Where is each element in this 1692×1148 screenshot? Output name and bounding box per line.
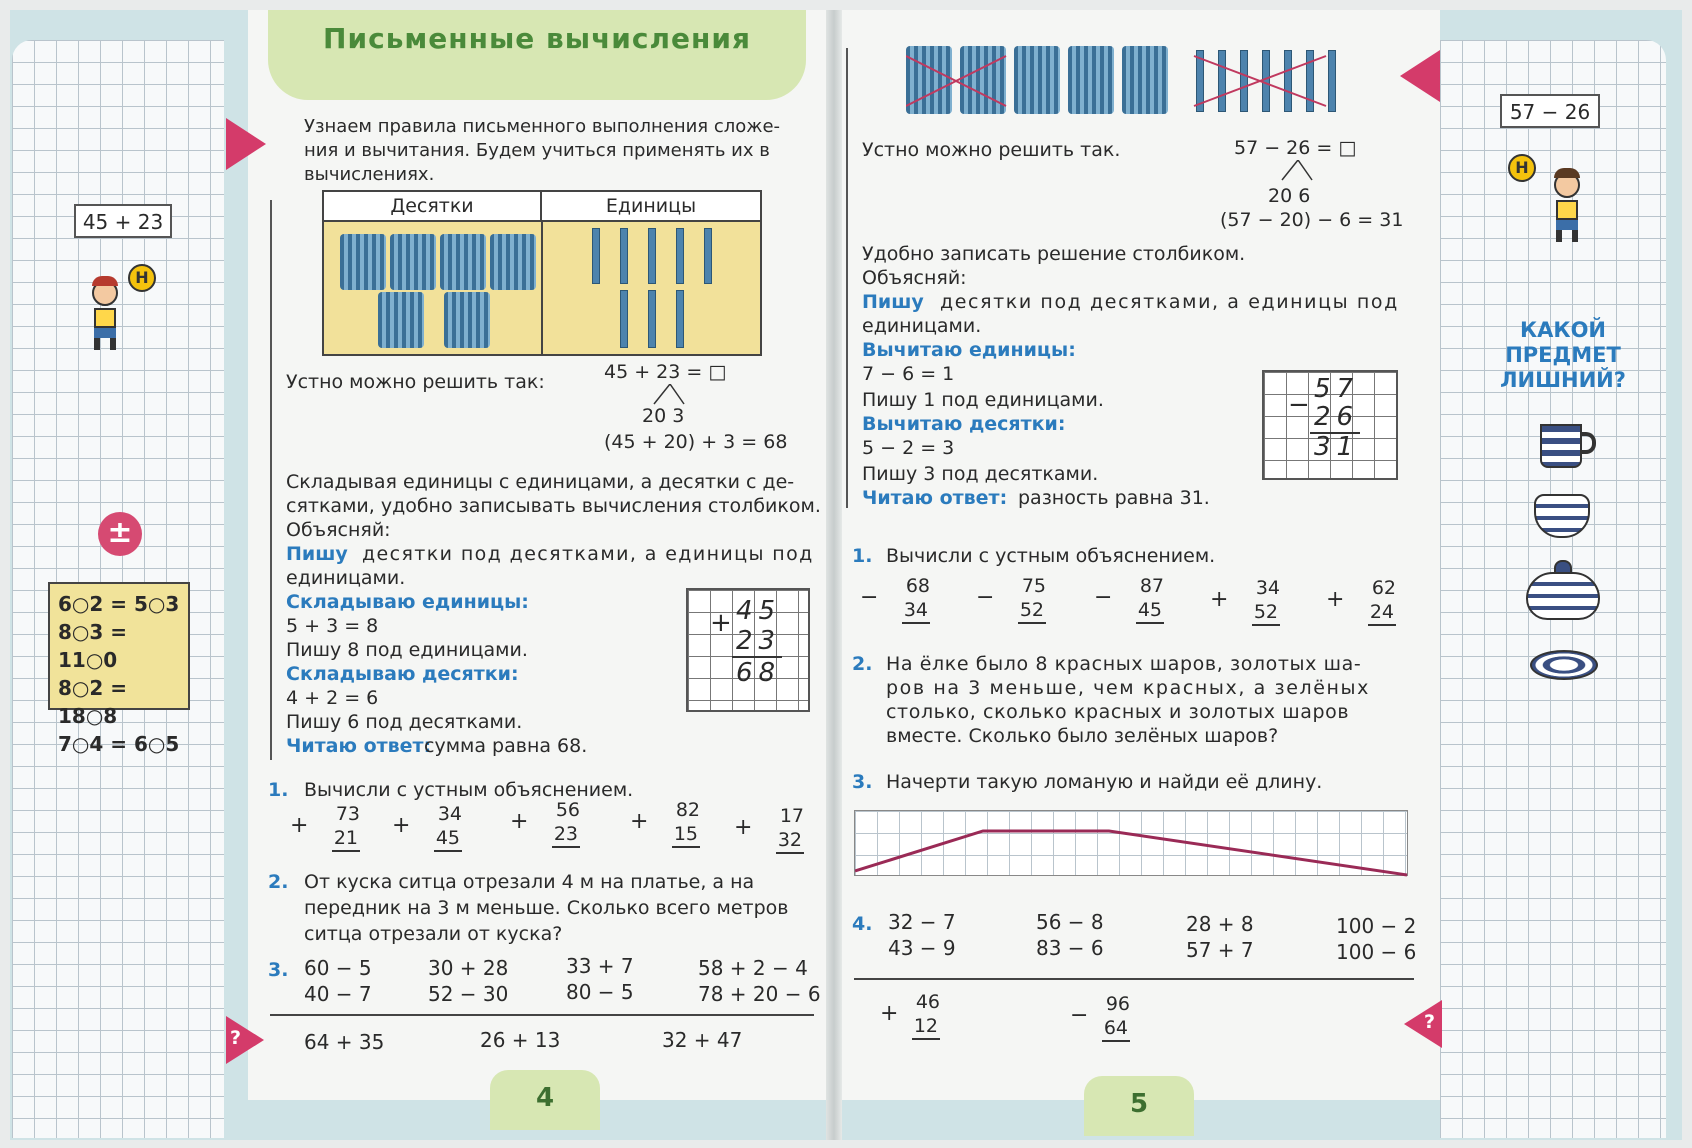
task3-expr: 58 + 2 − 4: [698, 956, 808, 980]
unit-stick: [620, 228, 628, 284]
column-sub-3: − 87 45: [1094, 574, 1164, 624]
oral-split-right: 20 6: [1268, 185, 1311, 207]
write-text2-right: единицами.: [862, 315, 982, 337]
tens-bundle: [440, 234, 486, 290]
column-add-1: + 73 21: [290, 802, 360, 852]
oral-label-right: Устно можно решить так.: [862, 139, 1121, 161]
oral-expr-left: 45 + 23 = □: [604, 361, 727, 383]
task3-expr: 30 + 28: [428, 956, 509, 980]
plate-icon: [1530, 650, 1598, 680]
plus-minus-icon: ±: [98, 512, 142, 556]
tens-bundle: [444, 292, 490, 348]
add-tens-label: Складываю десятки:: [286, 663, 519, 685]
polyline-grid[interactable]: [854, 810, 1408, 876]
page-number-left: 4: [490, 1070, 600, 1130]
unit-stick: [620, 290, 628, 348]
column-add-7: + 62 24: [1326, 576, 1396, 626]
unit-stick: [704, 228, 712, 284]
task3-expr: 78 + 20 − 6: [698, 982, 821, 1006]
column-add-2: + 34 45: [392, 802, 462, 852]
book-spine: [826, 10, 842, 1140]
divider-left: [270, 1014, 814, 1016]
task2-line-3: ситца отрезали от куска?: [304, 923, 563, 945]
header-tens: Десятки: [324, 192, 542, 222]
right-rule: [846, 48, 848, 508]
unit-stick: [676, 290, 684, 348]
para1-line-1: Складывая единицы с единицами, а десятки с де-: [286, 471, 795, 493]
oral-label-left: Устно можно решить так:: [286, 371, 545, 393]
column-add-5: + 17 32: [734, 804, 804, 854]
odd-item-question: [1490, 318, 1636, 393]
puzzle-line: 8○2 = 18○8: [58, 676, 128, 728]
task4-expr: 100 − 2: [1336, 914, 1417, 938]
tens-units-table: [322, 190, 762, 356]
task2-line-2: передник на 3 м меньше. Сколько всего метров: [304, 897, 789, 919]
question-line: ПРЕДМЕТ: [1505, 343, 1621, 367]
task4-expr: 83 − 6: [1036, 936, 1104, 960]
step1-right: 7 − 6 = 1: [862, 363, 955, 385]
intro-line-3: вычислениях.: [304, 164, 435, 185]
answer-label-right: Читаю ответ:: [862, 487, 1008, 509]
oral-split-left: 20 3: [642, 405, 685, 427]
step2b-right: Пишу 3 под десятками.: [862, 463, 1099, 485]
para1-line-2: сятками, удобно записывать вычисления столбиком.: [286, 495, 821, 517]
task2-number-left: 2.: [268, 871, 289, 893]
divider-right: [854, 978, 1414, 980]
intro-line-2: ния и вычитания. Будем учиться применять их в: [304, 140, 770, 161]
task1-number-left: 1.: [268, 779, 289, 801]
unit-stick: [648, 228, 656, 284]
column-sub-1: − 68 34: [860, 574, 930, 624]
sub-tens-label: Вычитаю десятки:: [862, 413, 1066, 435]
page-title: Письменные вычисления: [323, 22, 751, 55]
sub-units-label: Вычитаю единицы:: [862, 339, 1076, 361]
grid-minus: −: [1288, 390, 1316, 420]
step1-left: 5 + 3 = 8: [286, 615, 379, 637]
tens-bundle: [390, 234, 436, 290]
task3-number-left: 3.: [268, 959, 289, 981]
answer-label-left: Читаю ответ:: [286, 735, 432, 757]
tens-bundle: [378, 292, 424, 348]
grid-top: 57: [1314, 374, 1360, 404]
split-lines-left: [650, 384, 690, 406]
column-add-4: + 82 15: [630, 798, 700, 848]
unit-stick: [648, 290, 656, 348]
task4-expr: 32 − 7: [888, 910, 956, 934]
oral-result-right: (57 − 20) − 6 = 31: [1220, 209, 1404, 231]
task4-expr: 56 − 8: [1036, 910, 1104, 934]
grid-plus: +: [710, 608, 738, 638]
grid-bottom: 23: [736, 626, 782, 656]
bonus-expr: 64 + 35: [304, 1030, 385, 1054]
para1-right: Удобно записать решение столбиком.: [862, 243, 1246, 265]
write-label-right: Пишу: [862, 291, 924, 313]
mug-icon: [1540, 424, 1582, 468]
answer-text-right: разность равна 31.: [1018, 487, 1210, 509]
unit-stick: [676, 228, 684, 284]
task3-number-right: 3.: [852, 771, 873, 793]
task1-number-right: 1.: [852, 545, 873, 567]
column-add-6: + 34 52: [1210, 576, 1280, 626]
question-mark-left: ?: [230, 1027, 242, 1049]
hint-badge-left: Н: [128, 264, 156, 292]
marker-arrow-left: [226, 118, 266, 170]
task4-expr: 28 + 8: [1186, 912, 1254, 936]
task3-expr: 80 − 5: [566, 980, 634, 1004]
task3-expr: 52 − 30: [428, 982, 509, 1006]
bonus-column-sub: − 96 64: [1070, 992, 1130, 1042]
marker-arrow-right: [1400, 50, 1440, 102]
question-line: КАКОЙ: [1519, 318, 1606, 342]
column-grid-right: [1262, 370, 1398, 480]
bonus-expr: 26 + 13: [480, 1028, 561, 1052]
bonus-column-add: + 46 12: [880, 990, 940, 1040]
oral-expr-right: 57 − 26 = □: [1234, 137, 1357, 159]
question-marker-right: [1404, 1000, 1442, 1048]
task3-expr: 33 + 7: [566, 954, 634, 978]
answer-text-left: сумма равна 68.: [424, 735, 588, 757]
bonus-expr: 32 + 47: [662, 1028, 743, 1052]
step2-right: 5 − 2 = 3: [862, 437, 955, 459]
margin-expression-left: 45 + 23: [74, 204, 172, 238]
task2r-line-1: На ёлке было 8 красных шаров, золотых ша-: [886, 653, 1362, 675]
step1b-left: Пишу 8 под единицами.: [286, 639, 528, 661]
split-lines-right: [1278, 160, 1318, 182]
task4-expr: 100 − 6: [1336, 940, 1417, 964]
task4-expr: 57 + 7: [1186, 938, 1254, 962]
explain-left: Объясняй:: [286, 519, 391, 541]
task1-text-left: Вычисли с устным объяснением.: [304, 779, 634, 801]
left-rule: [270, 200, 272, 760]
margin-expression-right: 57 − 26: [1500, 94, 1600, 128]
write-text-right: десятки под десятками, а единицы под: [940, 291, 1399, 313]
step1b-right: Пишу 1 под единицами.: [862, 389, 1104, 411]
intro-line-1: Узнаем правила письменного выполнения сложе-: [304, 116, 781, 137]
tens-bundle: [490, 234, 536, 290]
sugar-bowl-lid-icon: [1554, 560, 1572, 574]
question-mark-right: ?: [1424, 1011, 1436, 1033]
puzzle-line: 6○2 = 5○3: [58, 592, 180, 616]
step2b-left: Пишу 6 под десятками.: [286, 711, 523, 733]
column-grid-left: [686, 588, 810, 712]
write-text-left: десятки под десятками, а единицы под: [362, 543, 814, 565]
explain-right: Объясняй:: [862, 267, 967, 289]
header-units: Единицы: [542, 192, 760, 222]
add-units-label: Складываю единицы:: [286, 591, 529, 613]
sugar-bowl-icon: [1526, 572, 1600, 620]
grid-bottom: 26: [1314, 402, 1360, 432]
polyline-path: [855, 811, 1409, 877]
unit-stick: [592, 228, 600, 284]
grid-result: 68: [736, 658, 782, 688]
write-text2-left: единицами.: [286, 567, 406, 589]
tens-bundle: [340, 234, 386, 290]
task2r-line-4: вместе. Сколько было зелёных шаров?: [886, 725, 1279, 747]
oral-result-left: (45 + 20) + 3 = 68: [604, 431, 788, 453]
task2-line-1: От куска ситца отрезали 4 м на платье, а на: [304, 871, 755, 893]
puzzle-line: 8○3 = 11○0: [58, 620, 128, 672]
task3-expr: 40 − 7: [304, 982, 372, 1006]
girl-figure-icon: [1540, 166, 1600, 246]
puzzle-line: 7○4 = 6○5: [58, 732, 180, 756]
task4-expr: 43 − 9: [888, 936, 956, 960]
crossed-bundles-figure: [906, 46, 1336, 116]
write-label-left: Пишу: [286, 543, 348, 565]
grid-top: 45: [736, 596, 782, 626]
task3-text-right: Начерти такую ломаную и найди её длину.: [886, 771, 1323, 793]
task2r-line-2: ров на 3 меньше, чем красных, а зелёных: [886, 677, 1370, 699]
column-sub-2: − 75 52: [976, 574, 1046, 624]
step2-left: 4 + 2 = 6: [286, 687, 379, 709]
question-line: ЛИШНИЙ?: [1500, 368, 1626, 392]
task2-number-right: 2.: [852, 653, 873, 675]
grid-result: 31: [1314, 432, 1360, 462]
page-number-right: 5: [1084, 1076, 1194, 1136]
task4-number-right: 4.: [852, 913, 873, 935]
task2r-line-3: столько, сколько красных и золотых шаров: [886, 701, 1350, 723]
task1-text-right: Вычисли с устным объяснением.: [886, 545, 1216, 567]
puzzle-card: [48, 582, 190, 756]
hint-badge-right: Н: [1508, 154, 1536, 182]
task3-expr: 60 − 5: [304, 956, 372, 980]
column-add-3: + 56 23: [510, 798, 580, 848]
